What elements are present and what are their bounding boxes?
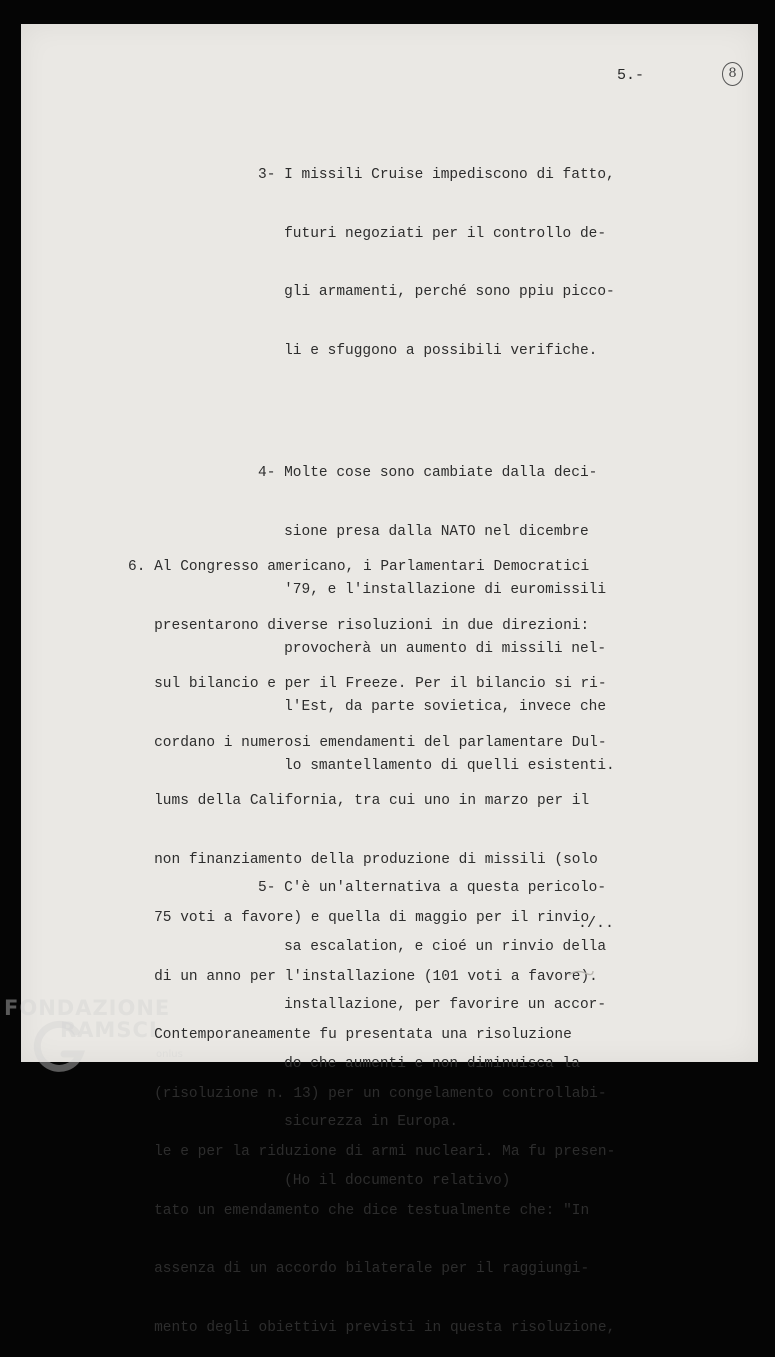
text-line: le e per la riduzione di armi nucleari. Ma fu presen- [128,1144,616,1160]
text-line: '79, e l'installazione di euromissili [258,582,607,598]
text-line: sa escalation, e cioé un rinvio della [258,938,607,955]
text-line: gli armamenti, perché sono ppiu picco- [258,284,615,300]
faint-mark-icon [567,963,595,981]
archive-stamp: 8 [722,62,743,86]
text-line: 6. Al Congresso americano, i Parlamentari Democratici [128,559,590,575]
logo-text-top: FONDAZIONE [4,996,171,1020]
logo-suffix: onlus [156,1049,183,1060]
text-line: li e sfuggono a possibili verifiche. [258,342,598,359]
text-line: 75 voti a favore) e quella di maggio per il rinvio [128,910,590,926]
text-line: 4- Molte cose sono cambiate dalla deci- [258,465,598,481]
text-line: do che aumenti e non diminuisca la [258,1055,580,1072]
text-line: l'Est, da parte sovietica, invece che [258,699,607,715]
paragraph-6 [128,522,615,1357]
text-line: presentarono diverse risoluzioni in due direzioni: [128,617,590,634]
watermark-logo [4,996,204,1076]
text-line: non finanziamento della produzione di missili (solo [128,851,598,868]
text-line: provocherà un aumento di missili nel- [258,640,607,657]
text-line: di un anno per l'installazione (101 voti a favore). [128,968,598,985]
text-line: sul bilancio e per il Freeze. Per il bilancio si ri- [128,676,607,692]
text-line: 3- I missili Cruise impediscono di fatto, [258,167,615,183]
text-line: futuri negoziati per il controllo de- [258,225,607,242]
logo-text-bottom: RAMSCI [60,1018,158,1042]
text-line: sicurezza in Europa. [258,1114,459,1130]
text-line: mento degli obiettivi previsti in questa risoluzione, [128,1319,616,1336]
text-line: 5- C'è un'alternativa a questa pericolo- [258,880,607,896]
text-line: installazione, per favorire un accor- [258,997,607,1013]
text-line: cordano i numerosi emendamenti del parlamentare Dul- [128,734,607,751]
text-line: (Ho il documento relativo) [258,1172,511,1189]
continued-mark: ./.. [578,915,615,932]
text-line: lums della California, tra cui uno in marzo per il [128,793,590,809]
text-line: Contemporaneamente fu presentata una risoluzione [128,1027,572,1043]
text-line: sione presa dalla NATO nel dicembre [258,523,589,540]
point-3 [258,130,615,396]
text-line: (risoluzione n. 13) per un congelamento controllabi- [128,1085,607,1102]
text-line: lo smantellamento di quelli esistenti. [258,757,615,774]
text-line: assenza di un accordo bilaterale per il raggiungi- [128,1261,590,1277]
text-line: tato un emendamento che dice testualmente che: "In [128,1202,590,1219]
page-number: 5.- [617,67,645,84]
